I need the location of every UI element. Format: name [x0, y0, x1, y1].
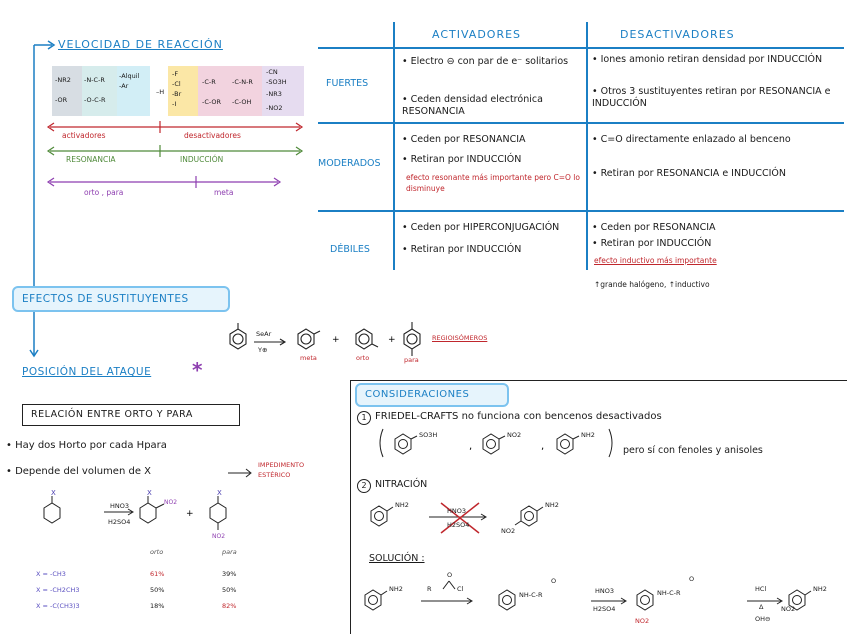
- nit-fail-r1: HNO3: [447, 507, 467, 515]
- svg-text:,: ,: [469, 441, 473, 452]
- table-col-line-2: [586, 22, 588, 270]
- sol-hno3: HNO3: [595, 587, 615, 595]
- moderados-des-2: • Retiran por RESONANCIA e INDUCCIÓN: [592, 168, 787, 179]
- consideraciones-badge: [355, 383, 509, 407]
- seAr-meta-label: meta: [300, 354, 317, 362]
- activator-label-4: -O-C-R: [84, 96, 106, 104]
- relacion-title: RELACIÓN ENTRE ORTO Y PARA: [31, 409, 193, 420]
- ratio-row-2-para: 50%: [222, 586, 237, 594]
- row-label-moderados: MODERADOS: [318, 158, 381, 169]
- svg-text:+: +: [388, 335, 396, 345]
- svg-text:+: +: [186, 509, 194, 519]
- nitration-reagent-1: HNO3: [110, 502, 130, 510]
- nitration-fail-scheme: [351, 493, 611, 543]
- sol-amide-2: NH-C-R: [657, 589, 681, 597]
- sol-o-1: O: [447, 571, 453, 579]
- sol-amide-1: NH-C-R: [519, 591, 543, 599]
- nh2-label-3: NH2: [545, 501, 559, 509]
- relacion-bullet-2: • Depende del volumen de X: [6, 466, 151, 477]
- svg-text:NO2: NO2: [164, 499, 178, 506]
- classification-arrows: [0, 0, 310, 200]
- table-row-line-2: [318, 210, 844, 212]
- svg-text:X: X: [217, 489, 222, 497]
- moderados-des-1: • C=O directamente enlazado al benceno: [592, 134, 791, 145]
- sol-no2-2: NO2: [781, 605, 796, 613]
- sol-oh: OH⊖: [755, 615, 771, 623]
- relacion-bullet-1: • Hay dos Horto por cada Hpara: [6, 440, 167, 451]
- sol-cl: Cl: [457, 585, 464, 593]
- nit-fail-r2: H2SO4: [447, 521, 470, 529]
- efectos-title: EFECTOS DE SUSTITUYENTES: [22, 293, 189, 305]
- fuertes-des-1: • Iones amonio retiran densidad por INDUCCIÓN: [592, 54, 823, 65]
- item-1-text: FRIEDEL-CRAFTS no funciona con bencenos desactivados: [375, 411, 662, 422]
- deactivator-label-5: -C-R: [202, 78, 216, 86]
- deactivator-label-7: -C-N-R: [232, 78, 253, 86]
- fuertes-act-2: • Ceden densidad electrónica RESONANCIA: [402, 94, 543, 117]
- debiles-act-2: • Retiran por INDUCCIÓN: [402, 244, 522, 255]
- ratio-row-1-x: X = -CH3: [36, 570, 66, 578]
- row-label-fuertes: FUERTES: [326, 78, 369, 89]
- consideraciones-title: CONSIDERACIONES: [365, 389, 470, 400]
- no2-label-1: NO2: [507, 431, 522, 439]
- impedimento-arrow: [226, 466, 256, 480]
- sol-no2-1: NO2: [635, 617, 650, 625]
- activadores-label: activadores: [62, 131, 106, 140]
- nitration-reagent-2: H2SO4: [108, 518, 131, 526]
- substituent-table: [312, 0, 848, 290]
- debiles-des-extra: ↑grande halógeno, ↑inductivo: [594, 280, 710, 289]
- solution-scheme: [351, 569, 847, 629]
- debiles-des-1: • Ceden por RESONANCIA: [592, 222, 716, 233]
- posicion-arrow: [0, 340, 40, 380]
- no2-label-2: NO2: [501, 527, 516, 535]
- table-header-line: [318, 47, 844, 49]
- deactivator-label-1: -F: [172, 70, 179, 78]
- debiles-des-2: • Retiran por INDUCCIÓN: [592, 238, 712, 249]
- row-label-debiles: DÉBILES: [330, 244, 370, 255]
- deactivator-label-10: -SO3H: [266, 78, 287, 86]
- svg-text:+: +: [332, 335, 340, 345]
- col-para-header: para: [222, 548, 237, 556]
- consideraciones-panel: [350, 380, 847, 634]
- item-1-tail: pero sí con fenoles y anisoles: [623, 445, 763, 456]
- h-label: –H: [156, 88, 165, 96]
- impedimento-label: IMPEDIMENTO ESTÉRICO: [258, 461, 305, 479]
- sol-o-3: O: [689, 575, 695, 583]
- moderados-act-1: • Ceden por RESONANCIA: [402, 134, 526, 145]
- ratio-row-2-orto: 50%: [150, 586, 165, 594]
- activator-label-5: -Alquil: [119, 72, 140, 80]
- sol-nh2: NH2: [389, 585, 403, 593]
- svg-text:,: ,: [541, 441, 545, 452]
- deactivator-label-2: -Cl: [172, 80, 181, 88]
- item-2-text: NITRACIÓN: [375, 479, 428, 490]
- seAr-para-label: para: [404, 356, 419, 364]
- nh2-label-2: NH2: [395, 501, 409, 509]
- col-orto-header: orto: [150, 548, 164, 556]
- nh2-label-1: NH2: [581, 431, 595, 439]
- ratio-row-1-para: 39%: [222, 570, 237, 578]
- sol-hcl: HCl: [755, 585, 767, 593]
- debiles-act-1: • Ceden por HIPERCONJUGACIÓN: [402, 222, 560, 233]
- velocidad-title: VELOCIDAD DE REACCIÓN: [58, 38, 223, 51]
- debiles-des-note: efecto inductivo más importante: [594, 256, 717, 265]
- ratio-row-3-x: X = -C(CH3)3: [36, 602, 80, 610]
- resonancia-label: RESONANCIA: [66, 155, 116, 164]
- ratio-row-2-x: X = -CH2CH3: [36, 586, 80, 594]
- svg-text:X: X: [51, 489, 56, 497]
- meta-label: meta: [214, 188, 234, 197]
- orto-para-label: orto , para: [84, 188, 124, 197]
- activator-label-6: -Ar: [119, 82, 129, 90]
- efectos-badge: [12, 286, 230, 312]
- solucion-label: SOLUCIÓN :: [369, 553, 425, 564]
- seAr-scheme: [210, 312, 510, 372]
- deactivator-label-4: -I: [172, 100, 177, 108]
- desactivadores-label: desactivadores: [184, 131, 241, 140]
- table-row-line-1: [318, 122, 844, 124]
- moderados-act-note: efecto resonante más importante pero C=O lo disminuye: [406, 173, 580, 193]
- seAr-reagent-bottom: Y⊕: [258, 346, 268, 354]
- deactivator-label-8: -C-OH: [232, 98, 252, 106]
- item-1-number: 1: [357, 411, 371, 425]
- deactivator-label-6: -C-OR: [202, 98, 222, 106]
- sol-h2so4: H2SO4: [593, 605, 616, 613]
- star-icon: *: [192, 358, 203, 382]
- sol-r: R: [427, 585, 432, 593]
- nitration-scheme: [20, 486, 260, 556]
- sol-o-2: O: [551, 577, 557, 585]
- deactivator-label-11: -NR3: [266, 90, 282, 98]
- ratio-row-3-orto: 18%: [150, 602, 165, 610]
- so3h-label: SO3H: [419, 431, 438, 439]
- col-desactivadores: DESACTIVADORES: [620, 28, 735, 41]
- moderados-act-2: • Retiran por INDUCCIÓN: [402, 154, 522, 165]
- seAr-orto-label: orto: [356, 354, 370, 362]
- table-col-line-1: [393, 22, 395, 270]
- activator-label-2: -N-C-R: [84, 76, 105, 84]
- item-2-number: 2: [357, 479, 371, 493]
- fuertes-des-2: • Otros 3 sustituyentes retiran por RESONANCIA e INDUCCIÓN: [592, 86, 831, 109]
- sol-delta: Δ: [759, 603, 764, 611]
- deactivator-label-9: -CN: [266, 68, 278, 76]
- induccion-label: INDUCCIÓN: [180, 155, 224, 164]
- ratio-row-3-para: 82%: [222, 602, 237, 610]
- col-activadores: ACTIVADORES: [432, 28, 522, 41]
- activator-label-1: -NR2: [55, 76, 71, 84]
- friedel-molecules: [351, 425, 651, 461]
- svg-text:NO2: NO2: [212, 533, 226, 540]
- ratio-row-1-orto: 61%: [150, 570, 165, 578]
- svg-text:X: X: [147, 489, 152, 497]
- relacion-box: [22, 404, 240, 426]
- deactivator-label-3: -Br: [172, 90, 182, 98]
- seAr-reagent-top: SeAr: [256, 330, 272, 338]
- posicion-title: POSICIÓN DEL ATAQUE: [22, 366, 152, 378]
- activator-label-3: -OR: [55, 96, 68, 104]
- velocidad-section: [0, 0, 310, 290]
- fuertes-act-1: • Electro ⊖ con par de e⁻ solitarios: [402, 56, 569, 67]
- sol-nh2-final: NH2: [813, 585, 827, 593]
- deactivator-label-12: -NO2: [266, 104, 283, 112]
- regioisomeros-label: REGIOISÓMEROS: [432, 334, 488, 342]
